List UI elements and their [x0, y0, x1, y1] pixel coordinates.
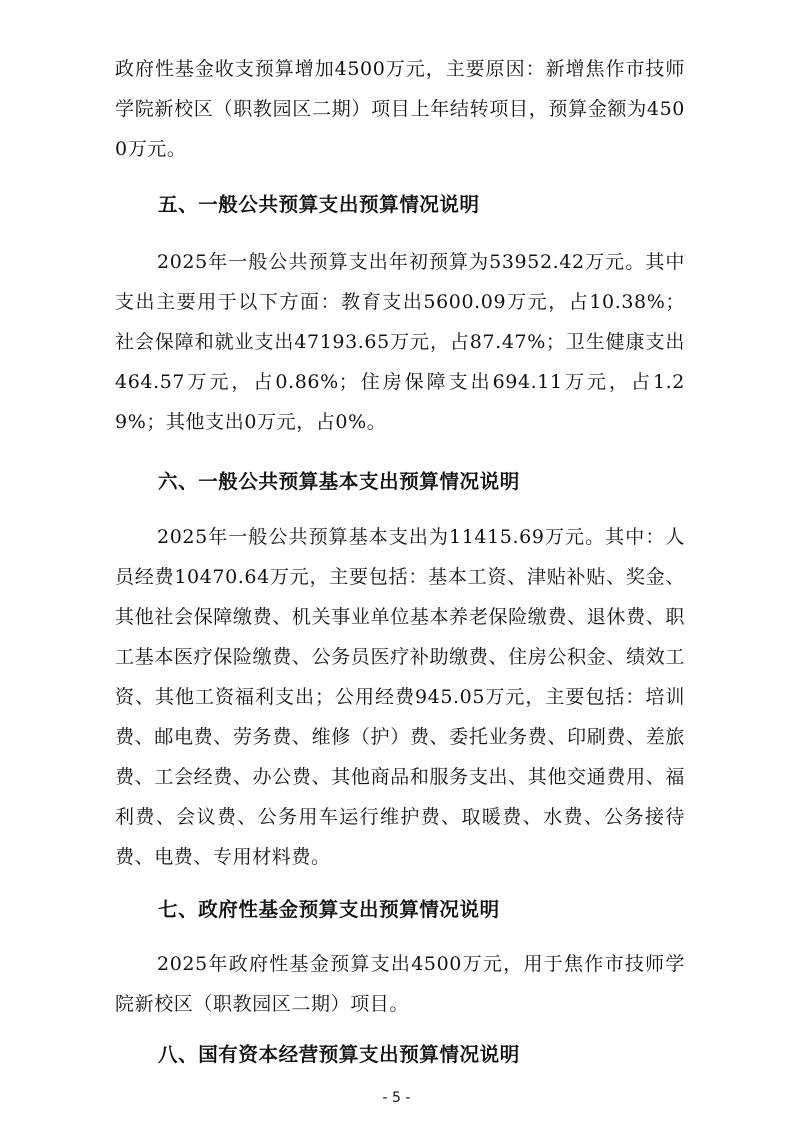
paragraph-government-fund-expenditure: 2025年政府性基金预算支出4500万元，用于焦作市技师学院新校区（职教园区二期）项目。 [115, 953, 685, 1015]
section-heading-7: 七、政府性基金预算支出预算情况说明 [158, 898, 500, 921]
section-heading-8: 八、国有资本经营预算支出预算情况说明 [158, 1043, 520, 1066]
paragraph-basic-expenditure: 2025年一般公共预算基本支出为11415.69万元。其中：人员经费10470.64万元，主要包括：基本工资、津贴补贴、奖金、其他社会保障缴费、机关事业单位基本养老保险缴费、退休费、职工基本医疗保险缴费、公务员医疗补助缴费、住房公积金、绩效工资、其他工资福利支出；公用经费945.05万元，主要包括：培训费、邮电费、劳务费、维修（护）费、委托业务费、印刷费、差旅费、工会经费、办公费、其他商品和服务支出、其他交通费用、福利费、会议费、公务用车运行维护费、取暖费、水费、公务接待费、电费、专用材料费。 [115, 526, 685, 868]
page-number: - 5 - [382, 1090, 411, 1106]
paragraph-general-budget-expenditure: 2025年一般公共预算支出年初预算为53952.42万元。其中支出主要用于以下方面：教育支出5600.09万元，占10.38%；社会保障和就业支出47193.65万元，占87.47%；卫生健康支出464.57万元，占0.86%；住房保障支出694.11万元，占1.29%；其他支出0万元，占0%。 [115, 251, 685, 433]
paragraph-fund-increase: 政府性基金收支预算增加4500万元，主要原因：新增焦作市技师学院新校区（职教园区二期）项目上年结转项目，预算金额为4500万元。 [115, 58, 685, 160]
section-heading-6: 六、一般公共预算基本支出预算情况说明 [158, 470, 520, 493]
section-heading-5: 五、一般公共预算支出预算情况说明 [158, 193, 480, 216]
